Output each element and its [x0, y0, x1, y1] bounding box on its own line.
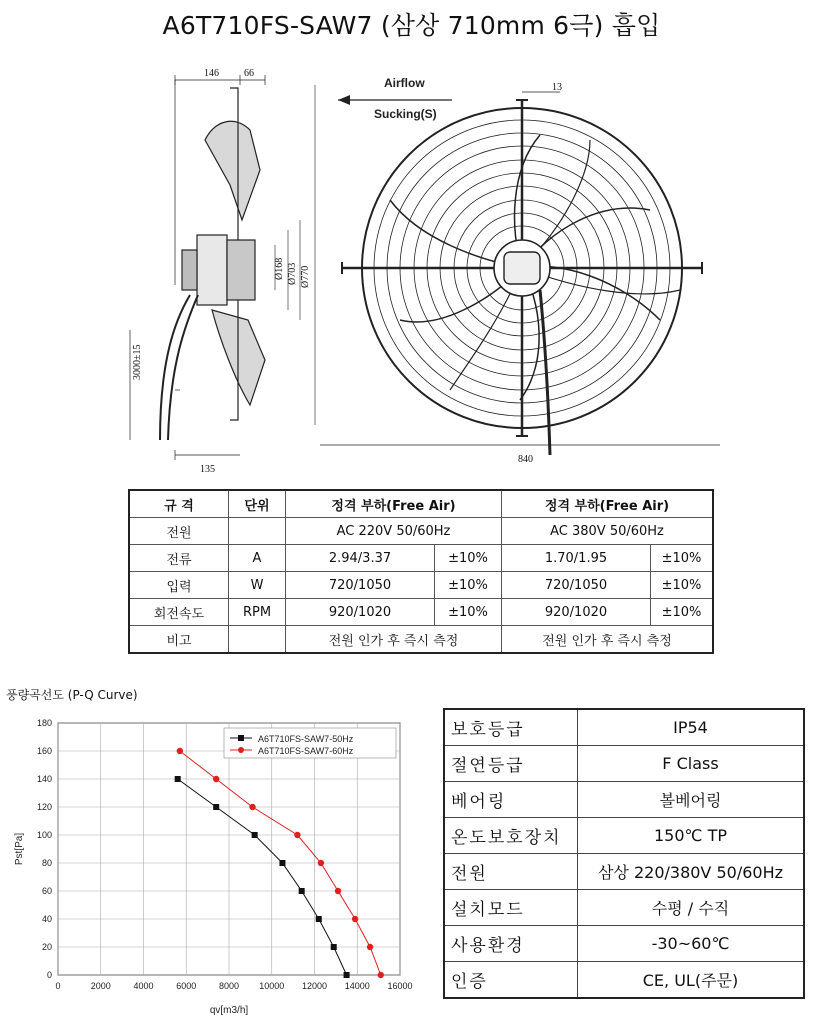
- pq-y-tick-label: 20: [41, 942, 52, 952]
- dim-840: 840: [518, 454, 533, 465]
- props-value: -30~60℃: [578, 926, 805, 962]
- spec-unit: W: [229, 572, 286, 599]
- pq-x-tick-label: 12000: [301, 981, 328, 991]
- props-key: 사용환경: [444, 926, 578, 962]
- props-key: 베어링: [444, 782, 578, 818]
- airflow-arrowhead: [338, 95, 350, 105]
- pq-data-point: [352, 916, 358, 922]
- airflow-label: Airflow: [384, 76, 425, 90]
- spec-value: 2.94/3.37: [286, 545, 435, 572]
- spec-row-power: [129, 518, 713, 545]
- spec-table: [128, 489, 714, 654]
- spec-row-input: [129, 572, 713, 599]
- spec-unit: [229, 626, 286, 654]
- pq-data-point: [213, 776, 219, 782]
- dim-66: 66: [244, 68, 254, 79]
- pq-data-point: [175, 776, 181, 782]
- dim-146: 146: [204, 68, 219, 79]
- props-value: F Class: [578, 746, 805, 782]
- pq-data-point: [378, 972, 384, 978]
- props-row: [444, 709, 804, 746]
- spec-header-380v: 정격 부하(Free Air): [502, 490, 714, 518]
- spec-tolerance: ±10%: [651, 599, 714, 626]
- props-key: 설치모드: [444, 890, 578, 926]
- dim-cable-length: 3000±15: [132, 344, 143, 380]
- spec-value: 920/1020: [286, 599, 435, 626]
- pq-curve-title: 풍량곡선도 (P-Q Curve): [6, 688, 138, 702]
- dim-770: Ø770: [300, 265, 311, 288]
- props-value: CE, UL(주문): [578, 962, 805, 999]
- spec-tolerance: ±10%: [435, 599, 502, 626]
- pq-data-point: [335, 888, 341, 894]
- props-row: [444, 746, 804, 782]
- spec-note: 전원 인가 후 즉시 측정: [286, 626, 502, 654]
- pq-data-point: [294, 832, 300, 838]
- spec-header-row: [129, 490, 713, 518]
- dim-13: 13: [552, 82, 562, 93]
- drawing-svg: [120, 60, 720, 485]
- dim-135: 135: [200, 464, 215, 475]
- spec-value: 1.70/1.95: [502, 545, 651, 572]
- props-value: IP54: [578, 709, 805, 746]
- pq-data-point: [279, 860, 285, 866]
- dim-168: Ø168: [274, 257, 285, 280]
- props-row: [444, 962, 804, 999]
- pq-x-tick-label: 8000: [218, 981, 240, 991]
- props-value: 150℃ TP: [578, 818, 805, 854]
- pq-data-point: [331, 944, 337, 950]
- pq-chart-svg: [10, 705, 420, 1025]
- pq-legend-marker: [238, 747, 244, 753]
- pq-y-tick-label: 80: [41, 858, 52, 868]
- spec-row-note: [129, 626, 713, 654]
- pq-data-point: [213, 804, 219, 810]
- props-key: 보호등급: [444, 709, 578, 746]
- spec-row-rpm: [129, 599, 713, 626]
- pq-y-axis-label: Pst[Pa]: [14, 832, 25, 866]
- props-value: 수평 / 수직: [578, 890, 805, 926]
- pq-data-point: [344, 972, 350, 978]
- props-key: 온도보호장치: [444, 818, 578, 854]
- pq-x-tick-label: 16000: [387, 981, 413, 991]
- pq-y-tick-label: 180: [36, 718, 52, 728]
- spec-header-spec: 규 격: [129, 490, 229, 518]
- pq-y-tick-label: 40: [41, 914, 52, 924]
- spec-row-current: [129, 545, 713, 572]
- props-value: 삼상 220/380V 50/60Hz: [578, 854, 805, 890]
- pq-x-tick-label: 14000: [344, 981, 370, 991]
- pq-legend-marker: [238, 735, 244, 741]
- front-view: [320, 92, 720, 455]
- pq-data-point: [367, 944, 373, 950]
- props-table: [443, 708, 805, 999]
- props-row: [444, 926, 804, 962]
- pq-y-tick-label: 160: [36, 746, 52, 756]
- spec-label: 전원: [129, 518, 229, 545]
- spec-header-unit: 단위: [229, 490, 286, 518]
- pq-y-tick-label: 120: [36, 802, 52, 812]
- fan-technical-drawing: [120, 60, 720, 485]
- pq-y-tick-label: 60: [41, 886, 52, 896]
- pq-x-tick-label: 4000: [133, 981, 154, 991]
- spec-header-220v: 정격 부하(Free Air): [286, 490, 502, 518]
- spec-label: 전류: [129, 545, 229, 572]
- props-value: 볼베어링: [578, 782, 805, 818]
- pq-grid: [58, 723, 400, 975]
- spec-label: 비고: [129, 626, 229, 654]
- pq-y-tick-label: 0: [46, 970, 52, 980]
- spec-note: 전원 인가 후 즉시 측정: [502, 626, 714, 654]
- pq-data-point: [318, 860, 324, 866]
- pq-chart: [10, 705, 420, 1025]
- pq-y-tick-label: 100: [36, 830, 52, 840]
- dim-703: Ø703: [287, 262, 298, 285]
- props-row: [444, 890, 804, 926]
- spec-value: AC 380V 50/60Hz: [502, 518, 714, 545]
- pq-legend-label: A6T710FS-SAW7-50Hz: [258, 734, 354, 744]
- pq-data-point: [252, 832, 258, 838]
- sucking-label: Sucking(S): [374, 107, 437, 121]
- spec-tolerance: ±10%: [651, 572, 714, 599]
- pq-x-tick-label: 2000: [90, 981, 111, 991]
- pq-x-tick-label: 6000: [176, 981, 197, 991]
- spec-tolerance: ±10%: [435, 572, 502, 599]
- spec-label: 입력: [129, 572, 229, 599]
- pq-data-point: [249, 804, 255, 810]
- pq-data-point: [177, 748, 183, 754]
- spec-value: 920/1020: [502, 599, 651, 626]
- pq-y-tick-label: 140: [36, 774, 52, 784]
- pq-x-axis-label: qv[m3/h]: [209, 1005, 249, 1016]
- pq-x-tick-label: 0: [55, 981, 61, 991]
- spec-unit: [229, 518, 286, 545]
- pq-data-point: [316, 916, 322, 922]
- props-row: [444, 818, 804, 854]
- pq-x-tick-label: 10000: [259, 981, 285, 991]
- props-row: [444, 782, 804, 818]
- spec-value: AC 220V 50/60Hz: [286, 518, 502, 545]
- props-key: 전원: [444, 854, 578, 890]
- pq-legend: [224, 728, 396, 758]
- pq-legend-label: A6T710FS-SAW7-60Hz: [258, 746, 354, 756]
- spec-tolerance: ±10%: [435, 545, 502, 572]
- props-row: [444, 854, 804, 890]
- spec-label: 회전속도: [129, 599, 229, 626]
- spec-unit: A: [229, 545, 286, 572]
- pq-data-point: [299, 888, 305, 894]
- spec-value: 720/1050: [286, 572, 435, 599]
- props-key: 인증: [444, 962, 578, 999]
- spec-value: 720/1050: [502, 572, 651, 599]
- spec-tolerance: ±10%: [651, 545, 714, 572]
- spec-unit: RPM: [229, 599, 286, 626]
- page-title: A6T710FS-SAW7 (삼상 710mm 6극) 흡입: [162, 11, 661, 40]
- props-key: 절연등급: [444, 746, 578, 782]
